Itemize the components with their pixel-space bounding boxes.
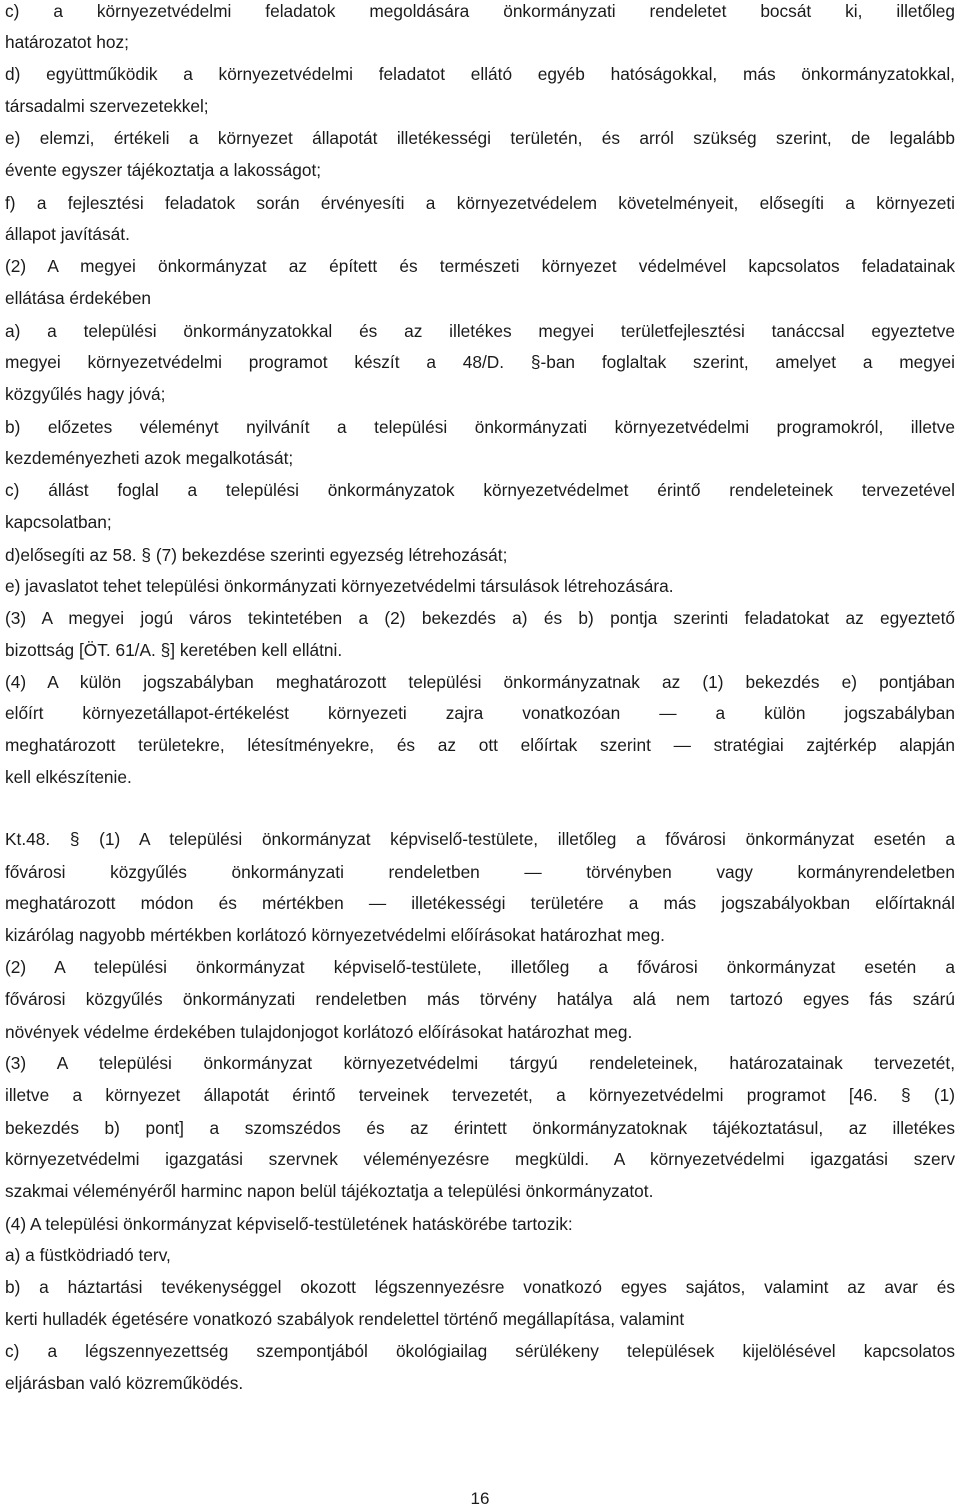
text-line: (3) A megyei jogú város tekintetében a (2) bekezdés a) és b) pontja szerinti feladatokat az egyeztető [5, 608, 955, 628]
text-line: kezdeményezheti azok megalkotását; [5, 448, 294, 468]
text-line: kapcsolatban; [5, 512, 112, 532]
text-line: megyei környezetvédelmi programot készít a 48/D. §-ban foglaltak szerint, amelyet a megyei [5, 352, 955, 372]
text-line: d)elősegíti az 58. § (7) bekezdése szerinti egyezség létrehozását; [5, 545, 508, 565]
text-line: bizottság [ÖT. 61/A. §] keretében kell ellátni. [5, 640, 343, 660]
text-line: a) a füstködriadó terv, [5, 1245, 171, 1265]
text-line: e) javaslatot tehet települési önkormányzati környezetvédelmi társulások létrehozására. [5, 576, 674, 596]
text-line: meghatározott területekre, létesítményekre, és az ott előírtak szerint — stratégiai zajtérkép alapján [5, 735, 955, 755]
text-line: (2) A települési önkormányzat képviselő-testülete, illetőleg a fővárosi önkormányzat esetén a [5, 957, 955, 977]
text-line: a) a települési önkormányzatokkal és az illetékes megyei területfejlesztési tanáccsal egyeztetve [5, 321, 955, 341]
text-line: növények védelme érdekében tulajdonjogot korlátozó előírásokat határozhat meg. [5, 1022, 633, 1042]
text-line: társadalmi szervezetekkel; [5, 96, 209, 116]
text-line: előírt környezetállapot-értékelést környezeti zajra vonatkozóan — a külön jogszabályban [5, 703, 955, 723]
text-line: szakmai véleményéről harminc napon belül tájékoztatja a települési önkormányzatot. [5, 1181, 654, 1201]
text-line: c) a légszennyezettség szempontjából ökológiailag sérülékeny települések kijelölésével kapcsolatos [5, 1341, 955, 1361]
text-line: környezetvédelmi igazgatási szervnek véleményezésre megküldi. A környezetvédelmi igazgatási szerv [5, 1149, 955, 1169]
text-line: fővárosi közgyűlés önkormányzati rendeletben más törvény hatálya alá nem tartozó egyes fás szárú [5, 989, 955, 1009]
text-line: bekezdés b) pont] a szomszédos és az érintett önkormányzatoknak tájékoztatásul, az illetékes [5, 1118, 955, 1138]
text-line: illetve a környezet állapotát érintő terveinek tervezetét, a környezetvédelmi programot [46. § (1) [5, 1085, 955, 1105]
text-line: eljárásban való közreműködés. [5, 1373, 244, 1393]
text-line: (3) A települési önkormányzat környezetvédelmi tárgyú rendeleteinek, határozatainak tervezetét, [5, 1053, 955, 1073]
text-line: (4) A külön jogszabályban meghatározott települési önkormányzatnak az (1) bekezdés e) pontjában [5, 672, 955, 692]
text-line: f) a fejlesztési feladatok során érvényesíti a környezetvédelem követelményeit, elősegíti a környezeti [5, 193, 955, 213]
text-line: kell elkészítenie. [5, 767, 132, 787]
text-line: e) elemzi, értékeli a környezet állapotát illetékességi területén, és arról szükség szerint, de legalább [5, 128, 955, 148]
text-line: (4) A települési önkormányzat képviselő-testületének hatáskörébe tartozik: [5, 1214, 573, 1234]
page-number: 16 [470, 1489, 490, 1508]
text-line: ellátása érdekében [5, 288, 152, 308]
text-line: c) a környezetvédelmi feladatok megoldására önkormányzati rendeletet bocsát ki, illetőleg [5, 1, 955, 21]
text-line: közgyűlés hagy jóvá; [5, 384, 166, 404]
text-line: évente egyszer tájékoztatja a lakosságot; [5, 160, 322, 180]
text-line: Kt.48. § (1) A települési önkormányzat képviselő-testülete, illetőleg a fővárosi önkormányzat esetén a [5, 829, 955, 849]
text-line: c) állást foglal a települési önkormányzatok környezetvédelmet érintő rendeleteinek tervezetével [5, 480, 955, 500]
text-line: állapot javítását. [5, 224, 130, 244]
text-line: kizárólag nagyobb mértékben korlátozó környezetvédelmi előírásokat határozhat meg. [5, 925, 665, 945]
text-line: határozatot hoz; [5, 32, 129, 52]
text-line: (2) A megyei önkormányzat az épített és természeti környezet védelmével kapcsolatos feladatainak [5, 256, 955, 276]
text-line: kerti hulladék égetésére vonatkozó szabályok rendelettel történő megállapítása, valamint [5, 1309, 685, 1329]
text-line: b) a háztartási tevékenységgel okozott légszennyezésre vonatkozó egyes sajátos, valamint az avar és [5, 1277, 955, 1297]
text-line: fővárosi közgyűlés önkormányzati rendeletben — törvényben vagy kormányrendeletben [5, 862, 955, 882]
text-line: d) együttműködik a környezetvédelmi feladatot ellátó egyéb hatóságokkal, más önkormányzatokkal, [5, 64, 955, 84]
text-line: b) előzetes véleményt nyilvánít a települési önkormányzati környezetvédelmi programokról, illetve [5, 417, 955, 437]
text-line: meghatározott módon és mértékben — illetékességi területére a más jogszabályokban előírtaknál [5, 893, 955, 913]
